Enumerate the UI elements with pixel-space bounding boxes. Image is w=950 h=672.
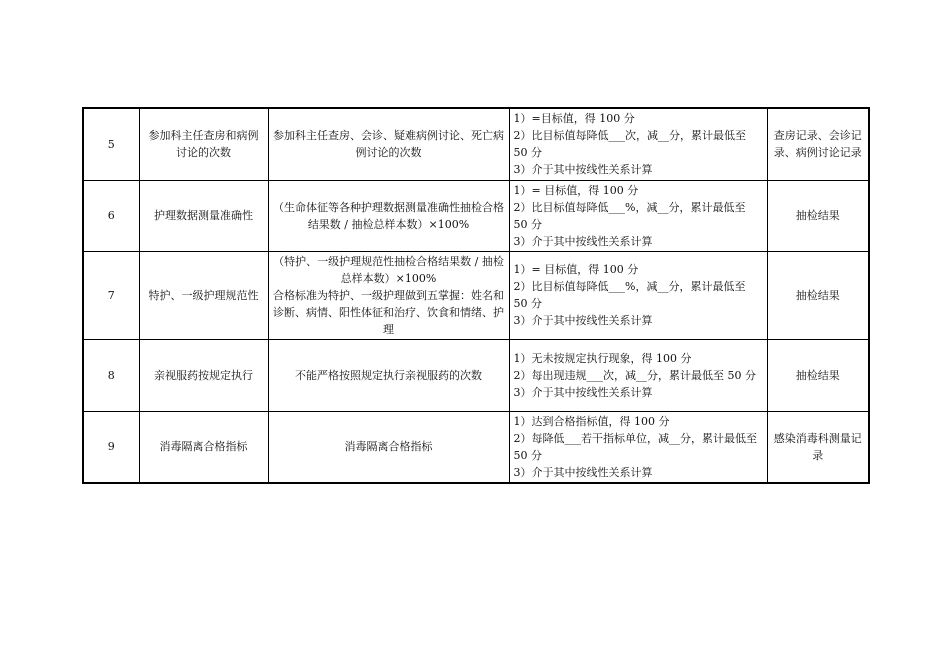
data-source: 查房记录、会诊记录、病例讨论记录 xyxy=(767,108,869,180)
scoring-line: 2）每出现违规___次，减__分，累计最低至 50 分 xyxy=(513,368,756,382)
row-number: 5 xyxy=(83,108,139,180)
row-number: 8 xyxy=(83,339,139,411)
indicator-definition xyxy=(268,411,509,483)
scoring-rules xyxy=(509,180,767,251)
scoring-line: 3）介于其中按线性关系计算 xyxy=(513,314,653,327)
scoring-line: 2）比目标值每降低___%，减__分，累计最低至 50 分 xyxy=(513,200,746,231)
scoring-line: 1）=目标值，得 100 分 xyxy=(513,112,635,126)
definition-line: 合格标准为特护、一级护理做到五掌握：姓名和诊断、病情、阳性体征和治疗、饮食和情绪、护理 xyxy=(273,288,504,336)
scoring-line: 3）介于其中按线性关系计算 xyxy=(513,385,653,399)
data-source: 抽检结果 xyxy=(767,339,869,411)
scoring-line: 2）比目标值每降低___次，减__分，累计最低至 50 分 xyxy=(513,129,746,160)
scoring-line: 3）介于其中按线性关系计算 xyxy=(513,234,653,248)
evaluation-table xyxy=(82,107,870,484)
scoring-rules xyxy=(509,339,767,411)
row-number: 7 xyxy=(83,251,139,339)
scoring-line: 1）无未按规定执行现象，得 100 分 xyxy=(513,351,692,365)
row-number: 9 xyxy=(83,411,139,483)
scoring-line: 1）达到合格指标值，得 100 分 xyxy=(513,414,670,428)
definition-line: 消毒隔离合格指标 xyxy=(344,440,433,454)
indicator-name: 参加科主任查房和病例讨论的次数 xyxy=(139,108,268,180)
scoring-rules xyxy=(509,108,767,180)
indicator-definition xyxy=(268,108,509,180)
indicator-definition xyxy=(268,251,509,339)
data-source: 感染消毒科测量记录 xyxy=(767,411,869,483)
definition-line: 不能严格按照规定执行亲视服药的次数 xyxy=(295,368,482,382)
table-row xyxy=(83,108,869,180)
scoring-line: 3）介于其中按线性关系计算 xyxy=(513,465,653,479)
scoring-line: 3）介于其中按线性关系计算 xyxy=(513,163,653,177)
scoring-line: 2）每降低___若干指标单位，减__分，累计最低至 50 分 xyxy=(513,431,757,462)
definition-line: 参加科主任查房、会诊、疑难病例讨论、死亡病例讨论的次数 xyxy=(273,129,504,160)
data-source: 抽检结果 xyxy=(767,180,869,251)
definition-line: （生命体征等各种护理数据测量准确性抽检合格结果数 / 抽检总样本数）×100% xyxy=(273,200,504,231)
indicator-definition xyxy=(268,180,509,251)
scoring-rules xyxy=(509,251,767,339)
data-source: 抽检结果 xyxy=(767,251,869,339)
definition-line: （特护、一级护理规范性抽检合格结果数 / 抽检总样本数）×100% xyxy=(273,254,504,285)
scoring-line: 1）= 目标值，得 100 分 xyxy=(513,263,639,276)
scoring-line: 2）比目标值每降低___%，减__分，累计最低至 50 分 xyxy=(513,280,746,310)
table-row xyxy=(83,339,869,411)
indicator-definition xyxy=(268,339,509,411)
indicator-name: 消毒隔离合格指标 xyxy=(139,411,268,483)
indicator-name: 亲视服药按规定执行 xyxy=(139,339,268,411)
indicator-name: 特护、一级护理规范性 xyxy=(139,251,268,339)
scoring-line: 1）= 目标值，得 100 分 xyxy=(513,183,639,197)
table-row xyxy=(83,180,869,251)
scoring-rules xyxy=(509,411,767,483)
indicator-name: 护理数据测量准确性 xyxy=(139,180,268,251)
row-number: 6 xyxy=(83,180,139,251)
table-row xyxy=(83,411,869,483)
table-row xyxy=(83,251,869,339)
